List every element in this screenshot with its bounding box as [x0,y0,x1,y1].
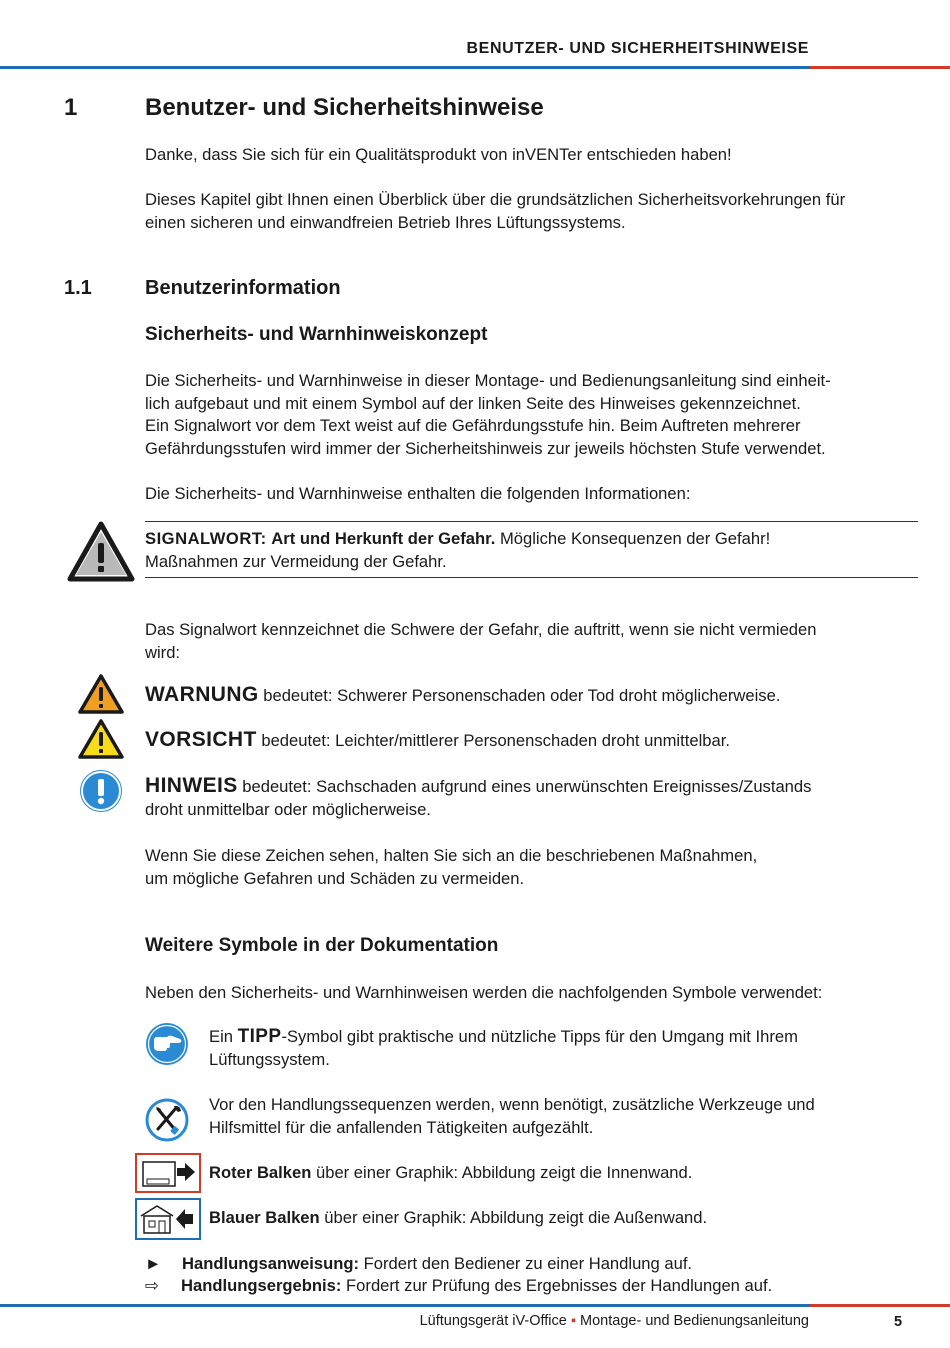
signal-intro-paragraph: Das Signalwort kennzeichnet die Schwere der Gefahr, die auftritt, wenn sie nicht vermieden wird: [145,620,817,662]
blue-bar-text: Blauer Balken über einer Graphik: Abbildung zeigt die Außenwand. [209,1208,708,1227]
level-warnung: WARNUNG bedeutet: Schwerer Personenschaden oder Tod droht möglicherweise. [145,683,781,706]
closing-paragraph: Wenn Sie diese Zeichen sehen, halten Sie sich an die beschriebenen Maßnahmen, um mögliche Gefahren und Schäden zu vermeiden. [145,846,758,888]
safety-concept-paragraph: Die Sicherheits- und Warnhinweise in dieser Montage- und Bedienungsanleitung sind einheit- lich aufgebaut und mit einem Symbol auf der linken Seite des Hinweises gekennzeichnet. Ein Signalwort vor dem Text weist auf die Gefährdungsstufe hin. Beim Auftreten mehrerer Gefährdungsstufen wird immer der Sicherheitshinweis zur jeweils höchsten Stufe verwendet. [145,371,831,458]
running-header: BENUTZER- UND SICHERHEITSHINWEISE [466,40,809,57]
level-hinweis: HINWEIS bedeutet: Sachschaden aufgrund eines unerwünschten Ereignisses/Zustands droht unmittelbar oder möglicherweise. [145,774,812,819]
warning-orange-icon [77,673,125,715]
tip-hand-icon [145,1022,189,1066]
level-vorsicht: VORSICHT bedeutet: Leichter/mittlerer Personenschaden droht unmittelbar. [145,728,730,751]
symbols-intro: Neben den Sicherheits- und Warnhinweisen werden die nachfolgenden Symbole verwendet: [145,983,823,1002]
contains-paragraph: Die Sicherheits- und Warnhinweise enthalten die folgenden Informationen: [145,484,691,503]
footer-title: Lüftungsgerät iV-Office ▪ Montage- und Bedienungsanleitung [419,1313,809,1329]
page-number: 5 [894,1314,903,1330]
safety-concept-heading: Sicherheits- und Warnhinweiskonzept [145,324,488,345]
outer-wall-icon [135,1198,201,1240]
symbols-heading: Weitere Symbole in der Dokumentation [145,935,499,956]
inner-wall-icon [135,1153,201,1193]
footer-rule-blue [0,1304,810,1307]
instruction-marker: ► [145,1254,162,1273]
warning-yellow-icon [77,718,125,760]
result-text: Handlungsergebnis: Fordert zur Prüfung des Ergebnisses der Handlungen auf. [181,1276,773,1295]
section-number: 1 [64,94,78,121]
intro-paragraph: Danke, dass Sie sich für ein Qualitätsprodukt von inVENTer entschieden haben! [145,145,732,164]
tip-text: Ein TIPP-Symbol gibt praktische und nützliche Tipps für den Umgang mit Ihrem Lüftungssystem. [209,1026,798,1069]
result-marker: ⇨ [145,1276,159,1295]
subsection-number: 1.1 [64,277,92,299]
overview-paragraph: Dieses Kapitel gibt Ihnen einen Überblick über die grundsätzlichen Sicherheitsvorkehrungen für einen sicheren und einwandfreien Betrieb Ihres Lüftungssystems. [145,190,846,232]
warning-box-top-rule [145,521,918,522]
tools-text: Vor den Handlungssequenzen werden, wenn benötigt, zusätzliche Werkzeuge und Hilfsmittel für die anfallenden Tätigkeiten aufgezählt. [209,1095,815,1137]
red-bar-text: Roter Balken über einer Graphik: Abbildung zeigt die Innenwand. [209,1163,693,1182]
tools-icon [145,1098,189,1142]
notice-icon [80,770,122,812]
warning-box-text: SIGNALWORT: Art und Herkunft der Gefahr. Mögliche Konsequenzen der Gefahr! Maßnahmen zur Vermeidung der Gefahr. [145,529,771,571]
general-warning-icon [67,521,135,583]
header-rule-blue [0,66,810,69]
subsection-title: Benutzerinformation [145,277,341,299]
header-rule-red [810,66,950,69]
warning-box-bottom-rule [145,577,918,578]
footer-rule-red [810,1304,950,1307]
instruction-text: Handlungsanweisung: Fordert den Bediener zu einer Handlung auf. [182,1254,693,1273]
section-title: Benutzer- und Sicherheitshinweise [145,94,544,121]
